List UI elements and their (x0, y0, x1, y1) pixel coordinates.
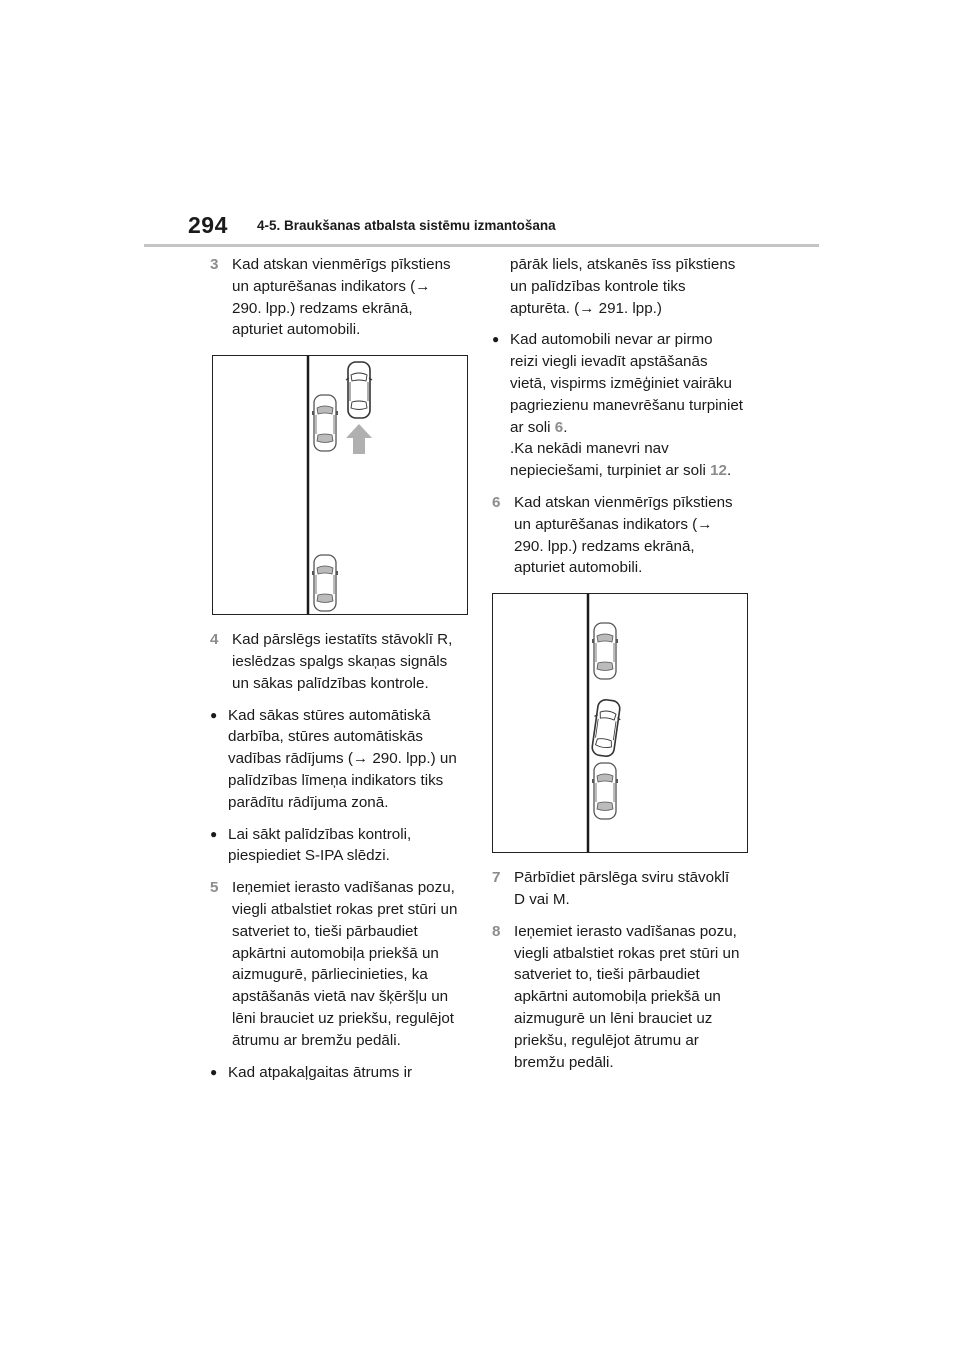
step-number: 6 (492, 493, 501, 511)
parked-car-front (312, 395, 338, 451)
bullet-text: Kad atpakaļgaitas ātrums ir (228, 1063, 413, 1081)
step-reference: 12 (710, 462, 727, 480)
bullet-multi-turn (492, 329, 744, 482)
step-number: 5 (210, 879, 219, 897)
step-text: Pārbīdiet pārslēga sviru stāvoklī D vai M. (514, 869, 730, 908)
diagram-svg (213, 356, 467, 614)
bullet-text: Kad sākas stūres automātiskā darbība, stūres automātiskās vadības rādījums (→ 290. lpp.) un palīdzības līmeņa indikators tiks parādītu rādījuma zonā. (228, 706, 457, 811)
bullet-icon: ● (210, 826, 218, 841)
page-number: 294 (188, 212, 228, 238)
bullet-sipa-switch (210, 824, 462, 868)
bullet-reverse-speed-continued: pārāk liels, atskanēs īss pīkstiens un palīdzības kontrole tiks apturēta. (→ 291. lpp.) (510, 256, 736, 317)
step-reference: 6 (554, 418, 564, 436)
bullet-text: Kad automobili nevar ar pirmo reizi viegli ievadīt apstāšanās vietā, vispirms izmēģiniet vairāku pagriezienu manevrēšanu turpiniet ar soli (510, 331, 744, 436)
bullet-icon: ● (210, 707, 218, 722)
own-car (589, 699, 623, 758)
bullet-reverse-speed (210, 1062, 462, 1084)
bullet-icon: ● (210, 1064, 218, 1079)
diagram-svg (493, 594, 747, 852)
step-number: 4 (210, 631, 219, 649)
punctuation: . (563, 418, 568, 436)
parked-car-front (592, 623, 618, 679)
header-rule (144, 244, 819, 247)
bullet-text: .Ka nekādi manevri nav nepieciešami, turpiniet ar soli (510, 440, 711, 480)
parked-car-rear (312, 555, 338, 611)
step-6 (492, 492, 744, 579)
step-8 (492, 921, 744, 1074)
step-number: 3 (210, 256, 219, 273)
step-7 (492, 867, 744, 911)
step-text: Ieņemiet ierasto vadīšanas pozu, viegli atbalstiet rokas pret stūri un satveriet to, tieši pārbaudiet apkārtni automobiļa priekšā un aizmugurē un lēni brauciet uz priekšu, regulējot ātrumu ar bremžu pedāli. (514, 922, 740, 1071)
section-title: 4-5. Braukšanas atbalsta sistēmu izmantošana (257, 218, 556, 233)
step-text: Ieņemiet ierasto vadīšanas pozu, viegli atbalstiet rokas pret stūri un satveriet to, tieši pārbaudiet apkārtni automobiļa priekšā un aizmugurē, pārliecinieties, ka apstāšanās vietā nav šķēršļu un lēni brauciet uz priekšu, regulējot ātrumu ar bremžu pedāli. (232, 879, 458, 1049)
step-4 (210, 629, 462, 694)
step-text: Kad atskan vienmērīgs pīkstiens un apturēšanas indikators (→ 290. lpp.) redzams ekrānā, apturiet automobili. (514, 493, 733, 577)
bullet-icon: ● (492, 332, 500, 347)
bullet-text: Lai sākt palīdzības kontroli, piespiediet S-IPA slēdzi. (228, 825, 412, 865)
step-text: Kad atskan vienmērīgs pīkstiens un apturēšanas indikators (→ 290. lpp.) redzams ekrānā, apturiet automobili. (232, 256, 451, 339)
left-column (210, 254, 462, 1093)
parked-car-rear (592, 763, 618, 819)
bullet-auto-steering (210, 705, 462, 814)
parking-diagram-step3 (212, 355, 468, 615)
step-5 (210, 877, 462, 1051)
step-text: Kad pārslēgs iestatīts stāvoklī R, ieslēdzas spalgs skaņas signāls un sākas palīdzības kontrole. (232, 631, 453, 692)
step-number: 8 (492, 922, 501, 940)
step-3 (210, 254, 462, 341)
right-column (492, 254, 744, 1083)
punctuation: . (726, 462, 732, 480)
forward-arrow-icon (346, 424, 372, 454)
step-number: 7 (492, 869, 501, 887)
parking-diagram-step6 (492, 593, 748, 853)
own-car (346, 362, 372, 418)
